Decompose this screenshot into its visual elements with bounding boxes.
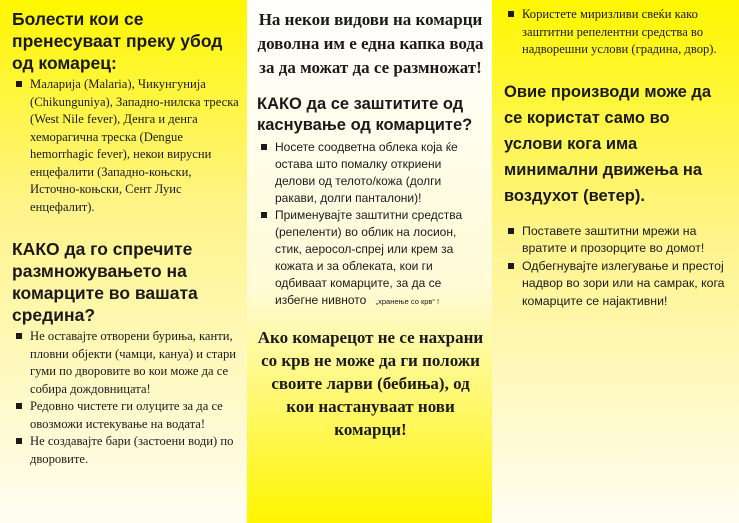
diseases-text: Маларија (Malaria), Чикунгунија (Chikunguniya), Западно-нилска треска (West Nile fever), Денга и денга хеморагична треска (Dengue hemorrhagic fever), некои вирусни енцефалити (Западно-коњски, Источно-коњски, Сент Луис енцефалит). <box>30 77 239 214</box>
bullet-icon <box>508 11 514 17</box>
bullet-icon <box>16 333 22 339</box>
list-item-text: Не оставајте отворени буриња, канти, пловни објекти (чамци, кануа) и стари гуми по дворовите во кои може да се собира дождовницата! <box>30 329 236 396</box>
prevent-breeding-heading: КАКО да го спречите размножувањето на комарците во вашата средина? <box>12 239 198 325</box>
bullet-icon <box>261 212 267 218</box>
list-item <box>257 139 484 207</box>
usage-note: Овие производи може да се користат само во услови кога има минимални движења на воздухот (ветер). <box>504 82 712 205</box>
outro-text: Ако комарецот не се нахрани со крв не може да ги положи своите ларви (бебиња), од кои настануваат нови комарци! <box>257 328 484 439</box>
protect-list <box>257 139 484 310</box>
diseases-heading: Болести кои се пренесуваат преку убод од комарец: <box>12 9 223 73</box>
left-panel <box>0 0 247 523</box>
middle-panel <box>247 0 492 523</box>
list-item <box>12 433 241 468</box>
list-item-text: Применувајте заштитни средства (репеленти) во облик на лосион, стик, аеросол-спреј или крем за кожата и за облеката, кои ги одбиваат комарците, за да се избегне нивното <box>275 208 463 307</box>
list-item-text: Користете миризливи свеќи како заштитни репелентни средства во надворешни услови (градина, двор). <box>522 7 717 56</box>
candles-list <box>504 6 731 59</box>
list-item <box>504 6 731 59</box>
list-item <box>504 258 731 311</box>
bullet-icon <box>16 403 22 409</box>
list-item-text: Редовно чистете ги олуците за да се овозможи истекување на водата! <box>30 399 223 431</box>
blood-feeding-note: „хранење со крв“ ! <box>375 297 440 306</box>
list-item <box>12 328 241 398</box>
bullet-icon <box>16 438 22 444</box>
bullet-icon <box>508 263 514 269</box>
intro-text: На некои видови на комарци доволна им е една капка вода за да можат да се размножат! <box>257 10 484 77</box>
bullet-icon <box>16 81 22 87</box>
prevent-breeding-list <box>12 328 241 468</box>
list-item <box>12 398 241 433</box>
list-item-text: Одбегнувајте излегување и престој надвор во зори или на самрак, кога комарците се најактивни! <box>522 258 725 308</box>
measures-list <box>504 223 731 311</box>
list-item-text: Поставете заштитни мрежи на вратите и прозорците во домот! <box>522 223 705 255</box>
list-item <box>257 207 484 310</box>
list-item <box>504 223 731 258</box>
right-panel <box>492 0 739 523</box>
bullet-icon <box>261 144 267 150</box>
list-item-text: Носете соодветна облека која ќе остава што помалку откриени делови од телото/кожа (долги ракави, долги панталони)! <box>275 140 458 205</box>
protect-heading: КАКО да се заштитите од каснување од комарците? <box>257 95 473 134</box>
diseases-list <box>12 76 241 216</box>
list-item-text: Не создавајте бари (застоени води) по дворовите. <box>30 434 234 466</box>
bullet-icon <box>508 228 514 234</box>
list-item <box>12 76 241 216</box>
